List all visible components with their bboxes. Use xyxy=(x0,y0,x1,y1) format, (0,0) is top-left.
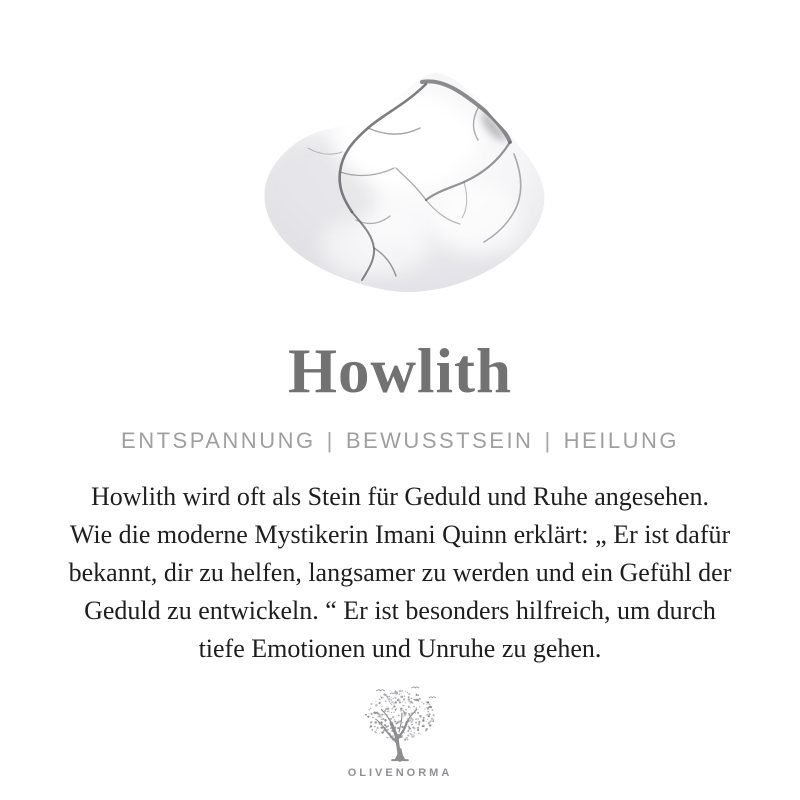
description-line: Geduld zu entwickeln. “ Er ist besonders hilfreich, um durch xyxy=(84,596,716,625)
howlite-stone-icon xyxy=(256,68,552,300)
description-line: bekannt, dir zu helfen, langsamer zu werden und ein Gefühl der xyxy=(68,558,732,587)
howlite-stone-image xyxy=(256,68,552,300)
keyword-separator: | xyxy=(326,428,335,453)
olivenorma-tree-icon xyxy=(354,684,446,764)
page-title: Howlith xyxy=(287,336,513,406)
brand-name: OLIVENORMA xyxy=(347,767,453,779)
description-line: tiefe Emotionen und Unruhe zu gehen. xyxy=(198,634,602,663)
keywords-line xyxy=(0,427,800,455)
brand-logo xyxy=(0,684,800,779)
description-line: Howlith wird oft als Stein für Geduld und Ruhe angesehen. xyxy=(90,482,710,511)
keyword-bewusstsein: BEWUSSTSEIN xyxy=(345,428,534,453)
keyword-heilung: HEILUNG xyxy=(563,428,679,453)
description-text xyxy=(0,478,800,668)
description-line: Wie die moderne Mystikerin Imani Quinn erklärt: „ Er ist dafür xyxy=(69,520,731,549)
keyword-entspannung: ENTSPANNUNG xyxy=(121,428,316,453)
keyword-separator: | xyxy=(544,428,553,453)
